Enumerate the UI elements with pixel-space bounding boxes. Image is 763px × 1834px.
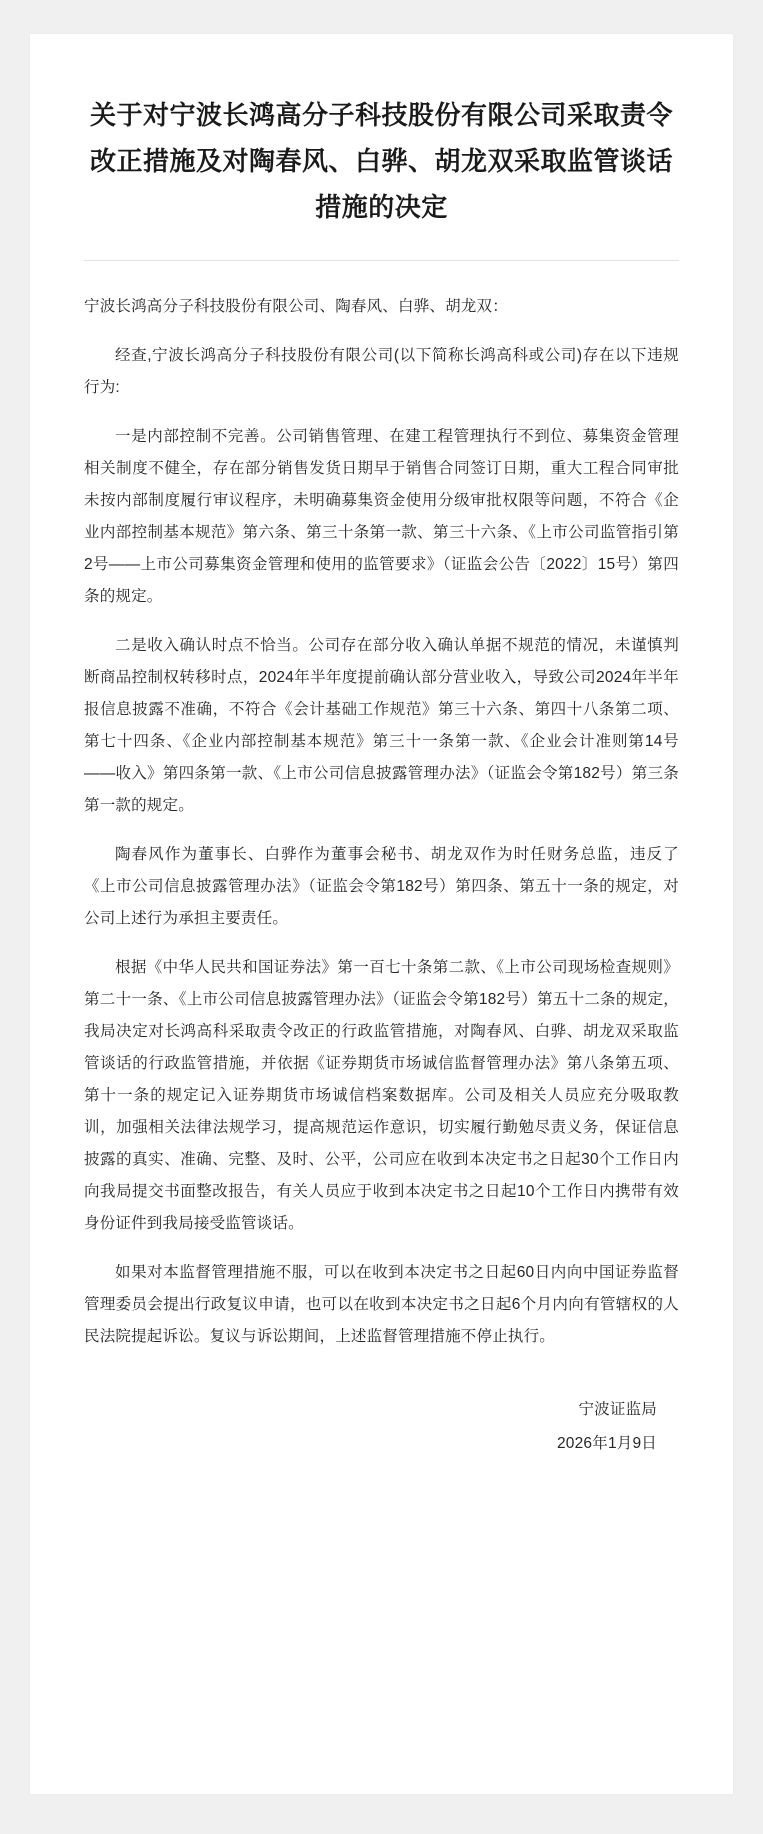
paragraph-decision: 根据《中华人民共和国证券法》第一百七十条第二款、《上市公司现场检查规则》第二十一条、《上市公司信息披露管理办法》（证监会令第182号）第五十二条的规定，我局决定对长鸿高科采取责令改正的行政监管措施，对陶春风、白骅、胡龙双采取监管谈话的行政监管措施，并依据《证券期货市场诚信监督管理办法》第八条第五项、第十一条的规定记入证券期货市场诚信档案数据库。公司及相关人员应充分吸取教训，加强相关法律法规学习，提高规范运作意识，切实履行勤勉尽责义务，保证信息披露的真实、准确、完整、及时、公平，公司应在收到本决定书之日起30个工作日内向我局提交书面整改报告，有关人员应于收到本决定书之日起10个工作日内携带有效身份证件到我局接受监管谈话。 xyxy=(84,959,679,1232)
document-sheet xyxy=(30,34,733,1794)
paragraph-appeal: 如果对本监督管理措施不服，可以在收到本决定书之日起60日内向中国证券监督管理委员会提出行政复议申请，也可以在收到本决定书之日起6个月内向有管辖权的人民法院提起诉讼。复议与诉讼期间，上述监督管理措施不停止执行。 xyxy=(84,1264,679,1345)
signature-block xyxy=(84,1393,679,1461)
paragraph-intro: 经查,宁波长鸿高分子科技股份有限公司(以下简称长鸿高科或公司)存在以下违规行为: xyxy=(84,347,679,396)
paragraph-responsible-persons: 陶春风作为董事长、白骅作为董事会秘书、胡龙双作为时任财务总监，违反了《上市公司信息披露管理办法》（证监会令第182号）第四条、第五十一条的规定，对公司上述行为承担主要责任。 xyxy=(84,846,679,927)
document-body xyxy=(84,291,679,1353)
title-divider xyxy=(84,260,679,261)
addressee-line: 宁波长鸿高分子科技股份有限公司、陶春风、白骅、胡龙双： xyxy=(84,298,508,315)
page-title: 关于对宁波长鸿高分子科技股份有限公司采取责令改正措施及对陶春风、白骅、胡龙双采取监管谈话措施的决定 xyxy=(89,100,673,222)
signature-date: 2026年1月9日 xyxy=(556,1435,657,1452)
signature-issuer: 宁波证监局 xyxy=(578,1401,657,1418)
paragraph-violation-two: 二是收入确认时点不恰当。公司存在部分收入确认单据不规范的情况，未谨慎判断商品控制权转移时点，2024年半年度提前确认部分营业收入，导致公司2024年半年报信息披露不准确，不符合《会计基础工作规范》第三十六条、第四十八条第二项、第七十四条、《企业内部控制基本规范》第三十一条第一款、《企业会计准则第14号——收入》第四条第一款、《上市公司信息披露管理办法》（证监会令第182号）第三条第一款的规定。 xyxy=(84,637,679,814)
paragraph-violation-one: 一是内部控制不完善。公司销售管理、在建工程管理执行不到位、募集资金管理相关制度不健全，存在部分销售发货日期早于销售合同签订日期，重大工程合同审批未按内部制度履行审议程序，未明确募集资金使用分级审批权限等问题，不符合《企业内部控制基本规范》第六条、第三十条第一款、第三十六条、《上市公司监管指引第2号——上市公司募集资金管理和使用的监管要求》（证监会公告〔2022〕15号）第四条的规定。 xyxy=(84,428,679,605)
